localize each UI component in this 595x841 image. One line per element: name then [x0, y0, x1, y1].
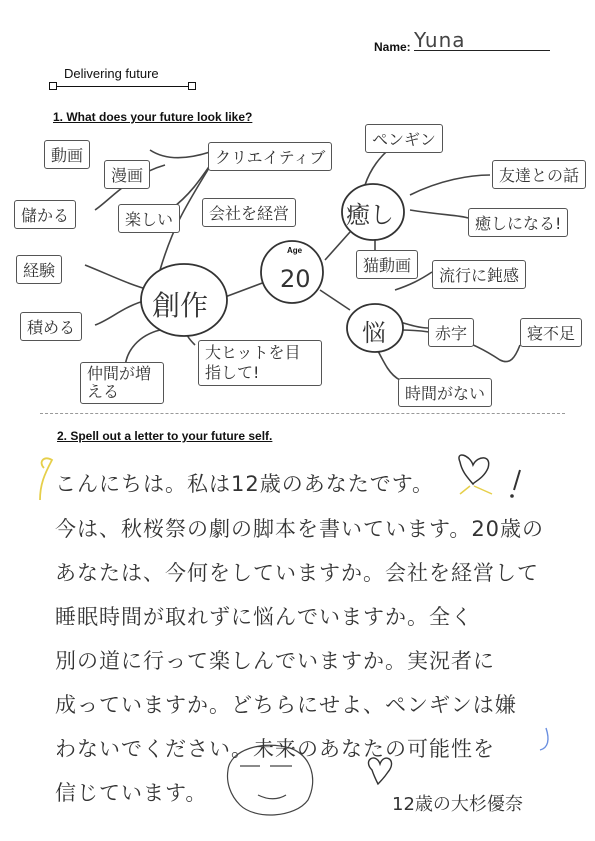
question-2: 2. Spell out a letter to your future self. [57, 429, 273, 443]
letter-line-6: 成っていますか。どちらにせよ、ペンギンは嫌 [55, 693, 517, 717]
letter-line-1: こんにちは。私は12歳のあなたです。 [55, 472, 435, 496]
blue-pen-mark [540, 728, 548, 750]
connector-create-center [225, 282, 265, 297]
word-jikan: 時間がない [398, 378, 492, 407]
word-ryuukou: 流行に鈍感 [432, 260, 526, 289]
word-nakama: 仲間が増える [80, 362, 164, 404]
exclamation-stroke [514, 470, 520, 490]
word-tsumeru: 積める [20, 312, 82, 341]
connector-tsumeru [95, 300, 148, 325]
letter-line-5: 別の道に行って楽しんでいますか。実況者に [55, 649, 495, 673]
name-label: Name: [374, 40, 411, 54]
connector-manga [150, 150, 210, 158]
section-divider [40, 413, 565, 414]
exclamation-dot [510, 494, 514, 498]
letter-line-7: わないでください。未来のあなたの可能性を [55, 737, 495, 761]
question-1: 1. What does your future look like? [53, 110, 253, 124]
word-hit: 大ヒットを目指して! [198, 340, 322, 386]
yellow-pen-mark [40, 458, 52, 500]
node-healing: 癒し [346, 201, 394, 229]
signature: 12歳の大杉優奈 [392, 794, 523, 815]
connector-tomodachi [410, 175, 490, 195]
word-akaji: 赤字 [428, 318, 474, 347]
word-kaisha: 会社を経営 [202, 198, 296, 227]
word-creative: クリエイティブ [208, 142, 332, 171]
word-nebusoku: 寝不足 [520, 318, 582, 347]
banner-title: Delivering future [64, 66, 159, 81]
word-neko-douga: 猫動画 [356, 250, 418, 279]
heart-ribbon [460, 486, 492, 494]
letter-line-4: 睡眠時間が取れずに悩んでいますか。全く [55, 605, 473, 629]
node-create: 創作 [152, 289, 209, 322]
letter-line-3: あなたは、今何をしていますか。会社を経営して [55, 561, 539, 585]
connector-center-worry [320, 290, 350, 310]
connector-center-healing [325, 232, 350, 260]
word-penguin: ペンギン [365, 124, 443, 153]
word-manga: 漫画 [104, 160, 150, 189]
word-moukaru: 儲かる [14, 200, 76, 229]
name-field: Yuna [414, 28, 550, 51]
word-iyashi-naru: 癒しになる! [468, 208, 568, 237]
letter-line-2: 今は、秋桜祭の劇の脚本を書いています。20歳の [55, 517, 545, 541]
letter-line-8: 信じています。 [55, 781, 208, 805]
connector-keiken [85, 265, 150, 290]
word-keiken: 経験 [16, 255, 62, 284]
word-tomodachi: 友達との話 [492, 160, 586, 189]
connector-akaji [400, 322, 428, 328]
word-tanoshii: 楽しい [118, 204, 180, 233]
heart-doodle [459, 455, 489, 484]
node-worry: 悩 [362, 319, 386, 347]
age-value: 20 [280, 265, 311, 293]
connector-iyashi [410, 210, 468, 218]
word-douga: 動画 [44, 140, 90, 169]
age-label: Age [287, 246, 303, 255]
